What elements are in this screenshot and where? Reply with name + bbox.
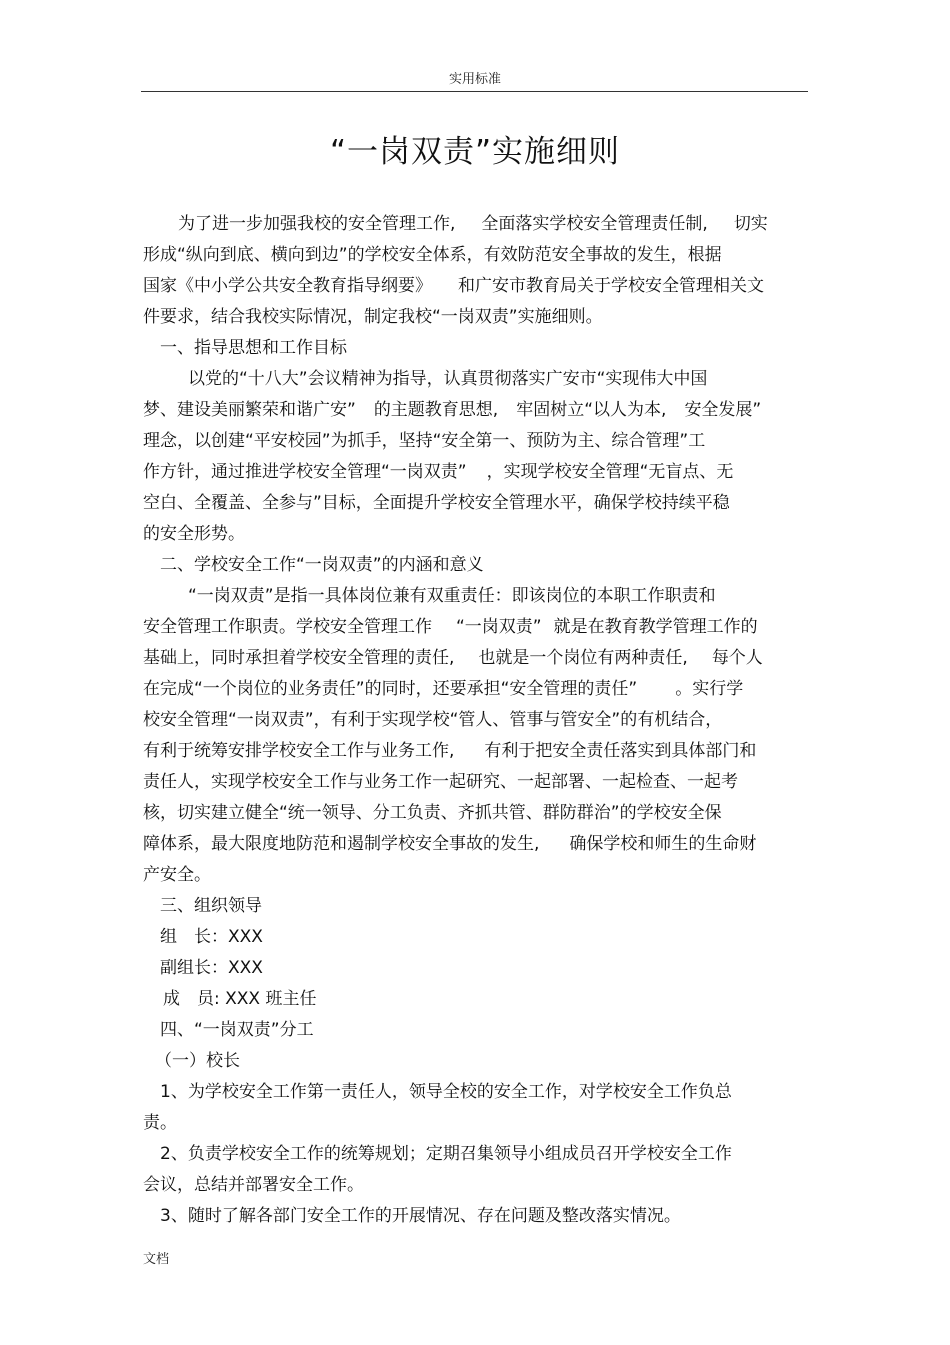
sec3-members-line: 成 员: XXX 班主任: [163, 989, 317, 1009]
sec2-lines-1-line: [143, 616, 758, 638]
page-footer-label: 文档: [143, 1252, 170, 1267]
sec2-lines-8-line: [143, 833, 756, 855]
intro-2-line: [143, 275, 764, 297]
sec4-items-4-line: [160, 1205, 681, 1227]
intro-3-line: [143, 306, 603, 328]
intro-0-line: [178, 213, 768, 235]
text-segment: 责任人，实现学校安全工作与业务工作一起研究、一起部署、一起检查、一起考: [143, 772, 738, 792]
text-segment: ，实现学校安全管理“无盲点、无: [486, 462, 734, 482]
text-segment: 梦、建设美丽繁荣和谐广安”: [143, 400, 356, 420]
text-segment: 就是在教育教学管理工作的: [553, 617, 758, 637]
sec4-items-0-line: [160, 1081, 732, 1103]
sec4-sub1-line: （一）校长: [155, 1051, 240, 1071]
text-segment: 。实行学: [675, 679, 744, 699]
text-segment: 有利于统筹安排学校安全工作与业务工作,: [143, 741, 455, 761]
text-segment: 为了进一步加强我校的安全管理工作,: [178, 214, 456, 234]
sec1-lines-2-line: [143, 430, 705, 452]
text-segment: 每个人: [711, 648, 763, 668]
text-segment: 责。: [143, 1113, 177, 1133]
sec1-heading-line: 一、指导思想和工作目标: [160, 338, 347, 358]
text-segment: 理念，以创建“平安校园”为抓手，坚持“安全第一、预防为主、综合管理”工: [143, 431, 706, 451]
sec2-lines-5-line: [143, 740, 756, 762]
text-segment: 在完成“一个岗位的业务责任”的同时，还要承担“安全管理的责任”: [143, 679, 638, 699]
text-segment: 和广安市教育局关于学校安全管理相关文: [458, 276, 764, 296]
text-segment: “一岗双责”是指一具体岗位兼有双重责任：即该岗位的本职工作职责和: [188, 586, 716, 606]
text-segment: 件要求，结合我校实际情况，制定我校“一岗双责”实施细则。: [143, 307, 603, 327]
sec2-heading-line: 二、学校安全工作“一岗双责”的内涵和意义: [160, 555, 484, 575]
sec4-heading-line: 四、“一岗双责”分工: [160, 1020, 314, 1040]
text-segment: 障体系，最大限度地防范和遏制学校安全事故的发生,: [143, 834, 540, 854]
text-segment: 作方针，通过推进学校安全管理“一岗双责”: [143, 462, 467, 482]
sec1-lines-5-line: [143, 523, 245, 545]
text-segment: 校安全管理“一岗双责”，有利于实现学校“管人、管事与管安全”的有机结合，: [143, 710, 723, 730]
text-segment: 空白、全覆盖、全参与”目标，全面提升学校安全管理水平，确保学校持续平稳: [143, 493, 730, 513]
sec1-lines-4-line: [143, 492, 730, 514]
sec3-leader-line: 组 长：XXX: [160, 927, 263, 947]
text-segment: 形成“纵向到底、横向到边”的学校安全体系，有效防范安全事故的发生，根据: [143, 245, 722, 265]
text-segment: 的安全形势。: [143, 524, 245, 544]
sec3-heading-line: 三、组织领导: [160, 896, 262, 916]
sec4-items-1-line: [143, 1112, 177, 1134]
header-divider: [141, 91, 808, 92]
sec2-lines-7-line: [143, 802, 722, 824]
text-segment: 产安全。: [143, 865, 211, 885]
sec1-lines-0-line: [188, 368, 707, 390]
sec2-lines-6-line: [143, 771, 738, 793]
sec1-lines-3-line: [143, 461, 733, 483]
text-segment: 有利于把安全责任落实到具体部门和: [484, 741, 757, 761]
text-segment: 3、随时了解各部门安全工作的开展情况、存在问题及整改落实情况。: [160, 1206, 681, 1226]
text-segment: 会议，总结并部署安全工作。: [143, 1175, 364, 1195]
sec2-lines-4-line: [143, 709, 722, 731]
text-segment: 核，切实建立健全“统一领导、分工负责、齐抓共管、群防群治”的学校安全保: [143, 803, 722, 823]
sec2-lines-0-line: [188, 585, 716, 607]
text-segment: 国家《中小学公共安全教育指导纲要》: [143, 276, 432, 296]
text-segment: 确保学校和师生的生命财: [569, 834, 757, 854]
sec4-items-3-line: [143, 1174, 364, 1196]
text-segment: 全面落实学校安全管理责任制,: [481, 214, 708, 234]
text-segment: 牢固树立“以人为本,: [516, 400, 667, 420]
text-segment: 也就是一个岗位有两种责任,: [478, 648, 688, 668]
text-segment: 1、为学校安全工作第一责任人，领导全校的安全工作，对学校安全工作负总: [160, 1082, 732, 1102]
sec3-deputy-line: 副组长：XXX: [160, 958, 263, 978]
sec2-lines-2-line: [143, 647, 763, 669]
sec4-items-2-line: [160, 1143, 732, 1165]
sec2-lines-9-line: [143, 864, 211, 886]
text-segment: “一岗双责”: [456, 617, 542, 637]
text-segment: 以党的“十八大”会议精神为指导，认真贯彻落实广安市“实现伟大中国: [188, 369, 708, 389]
text-segment: 切实: [733, 214, 768, 234]
sec2-lines-3-line: [143, 678, 743, 700]
document-title: “一岗双责”实施细则: [329, 134, 621, 170]
text-segment: 安全管理工作职责。学校安全管理工作: [143, 617, 432, 637]
page-header-label: 实用标准: [448, 72, 501, 87]
text-segment: 2、负责学校安全工作的统筹规划；定期召集领导小组成员召开学校安全工作: [160, 1144, 732, 1164]
sec1-lines-1-line: [143, 399, 761, 421]
text-segment: 的主题教育思想,: [373, 400, 499, 420]
intro-1-line: [143, 244, 722, 266]
text-segment: 安全发展”: [684, 400, 762, 420]
text-segment: 基础上，同时承担着学校安全管理的责任,: [143, 648, 455, 668]
